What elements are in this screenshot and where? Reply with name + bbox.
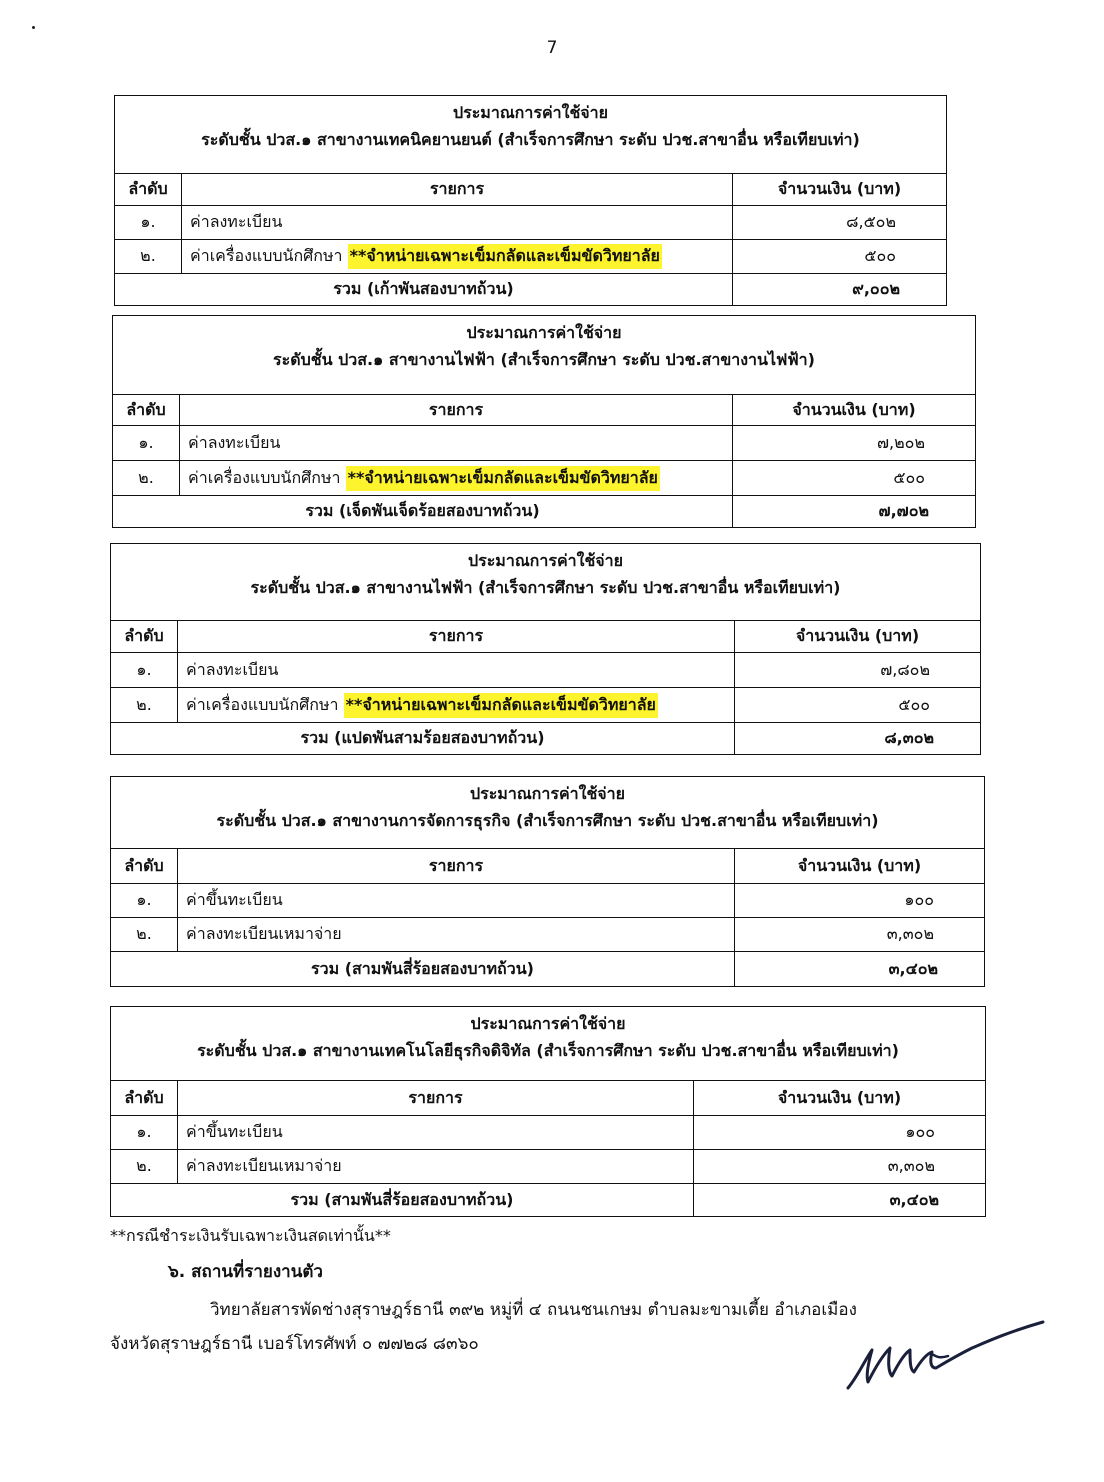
highlighted-note: **จำหน่ายเฉพาะเข็มกลัดและเข็มขัดวิทยาลัย (344, 693, 658, 718)
column-header-amount: จำนวนเงิน (บาท) (795, 626, 920, 645)
table-total-row (111, 951, 984, 986)
column-header-item: รายการ (178, 1081, 694, 1115)
budget-table-3 (110, 543, 981, 755)
column-header-no: ลำดับ (113, 395, 180, 425)
total-amount: ๓,๔๐๒ (888, 958, 938, 978)
table-row (111, 1115, 985, 1149)
row-amount: ๕๐๐ (898, 694, 930, 714)
column-header-amount: จำนวนเงิน (บาท) (777, 179, 902, 198)
table-title: ประมาณการค่าใช้จ่าย (467, 551, 624, 570)
row-amount: ๕๐๐ (864, 246, 896, 265)
column-header-no: ลำดับ (111, 621, 178, 652)
row-item (180, 461, 733, 495)
column-header-item: รายการ (180, 395, 733, 425)
table-row (111, 883, 984, 917)
total-amount: ๘,๓๐๒ (884, 728, 934, 747)
table-total-row (113, 495, 975, 527)
item-label: ค่าลงทะเบียน (186, 659, 279, 679)
row-item (178, 1116, 694, 1149)
total-label: รวม (เก้าพันสองบาทถ้วน) (115, 274, 733, 305)
row-amount: ๓,๓๐๒ (886, 924, 934, 943)
table-heading (115, 96, 946, 173)
budget-table-4 (110, 776, 985, 987)
table-subtitle: ระดับชั้น ปวส.๑ สาขางานการจัดการธุรกิจ (สำเร็จการศึกษา ระดับ ปวช.สาขาอื่น หรือเทียบเท่า) (216, 811, 879, 830)
table-row (115, 239, 946, 273)
column-header-item: รายการ (182, 174, 733, 205)
column-header-no: ลำดับ (111, 849, 178, 883)
table-subtitle: ระดับชั้น ปวส.๑ สาขางานเทคนิคยานยนต์ (สำเร็จการศึกษา ระดับ ปวช.สาขาอื่น หรือเทียบเท่า) (201, 130, 860, 149)
table-subtitle: ระดับชั้น ปวส.๑ สาขางานไฟฟ้า (สำเร็จการศึกษา ระดับ ปวช.สาขางานไฟฟ้า) (273, 350, 815, 369)
table-header-row (115, 173, 946, 205)
table-heading (113, 316, 975, 394)
column-header-amount: จำนวนเงิน (บาท) (797, 855, 922, 875)
column-header-item: รายการ (178, 849, 735, 883)
table-header-row (111, 848, 984, 883)
row-number: ๑. (111, 653, 178, 687)
table-title: ประมาณการค่าใช้จ่าย (466, 323, 622, 342)
row-amount: ๗,๒๐๒ (877, 432, 925, 452)
table-row (113, 425, 975, 460)
row-item (182, 240, 733, 273)
row-amount: ๑๐๐ (905, 1122, 935, 1141)
row-amount: ๘,๕๐๒ (846, 212, 896, 231)
row-amount: ๓,๓๐๒ (887, 1156, 935, 1175)
table-header-row (113, 394, 975, 425)
table-row (111, 1149, 985, 1183)
table-header-row (111, 620, 980, 652)
row-number: ๒. (111, 918, 178, 951)
table-row (111, 917, 984, 951)
item-label: ค่าเครื่องแบบนักศึกษา (186, 694, 339, 714)
row-number: ๒. (111, 688, 178, 722)
table-row (111, 687, 980, 722)
budget-table-5 (110, 1006, 986, 1217)
total-label: รวม (เจ็ดพันเจ็ดร้อยสองบาทถ้วน) (113, 496, 733, 527)
column-header-no: ลำดับ (115, 174, 182, 205)
table-heading (111, 777, 984, 848)
table-subtitle: ระดับชั้น ปวส.๑ สาขางานเทคโนโลยีธุรกิจดิจิทัล (สำเร็จการศึกษา ระดับ ปวช.สาขาอื่น หรือเทียบเท่า) (197, 1041, 899, 1060)
scan-speck (32, 26, 35, 29)
signature (838, 1318, 1053, 1398)
address-line-1: วิทยาลัยสารพัดช่างสุราษฎร์ธานี ๓๙๒ หมู่ที่ ๔ ถนนชนเกษม ตำบลมะขามเตี้ย อำเภอเมือง (210, 1300, 857, 1320)
row-number: ๒. (111, 1150, 178, 1183)
column-header-amount: จำนวนเงิน (บาท) (777, 1087, 902, 1107)
table-total-row (115, 273, 946, 305)
table-header-row (111, 1080, 985, 1115)
item-label: ค่าขึ้นทะเบียน (186, 890, 283, 909)
row-number: ๑. (115, 206, 182, 239)
total-amount: ๓,๔๐๒ (889, 1189, 939, 1209)
table-title: ประมาณการค่าใช้จ่าย (452, 103, 609, 122)
total-label: รวม (สามพันสี่ร้อยสองบาทถ้วน) (111, 952, 735, 986)
table-row (113, 460, 975, 495)
item-label: ค่าลงทะเบียนเหมาจ่าย (186, 1156, 342, 1175)
column-header-amount: จำนวนเงิน (บาท) (792, 399, 916, 419)
row-item (178, 918, 735, 951)
row-amount: ๗,๘๐๒ (880, 659, 930, 679)
row-number: ๒. (115, 240, 182, 273)
row-amount: ๕๐๐ (893, 467, 925, 487)
table-row (111, 652, 980, 687)
row-amount: ๑๐๐ (904, 890, 934, 909)
row-number: ๑. (111, 1116, 178, 1149)
row-item (180, 426, 733, 460)
total-label: รวม (สามพันสี่ร้อยสองบาทถ้วน) (111, 1184, 694, 1216)
table-heading (111, 1007, 985, 1080)
cash-payment-note: **กรณีชำระเงินรับเฉพาะเงินสดเท่านั้น** (110, 1226, 391, 1245)
total-amount: ๙,๐๐๒ (852, 279, 900, 298)
row-number: ๑. (111, 884, 178, 917)
highlighted-note: **จำหน่ายเฉพาะเข็มกลัดและเข็มขัดวิทยาลัย (348, 244, 662, 269)
row-item (178, 884, 735, 917)
item-label: ค่าลงทะเบียนเหมาจ่าย (186, 924, 342, 943)
row-item (178, 1150, 694, 1183)
item-label: ค่าลงทะเบียน (190, 212, 283, 231)
page-number: 7 (546, 38, 558, 58)
row-item (178, 688, 735, 722)
address-line-2: จังหวัดสุราษฎร์ธานี เบอร์โทรศัพท์ ๐ ๗๗๒๘ ๘๓๖๐ (110, 1334, 479, 1354)
row-item (178, 653, 735, 687)
highlighted-note: **จำหน่ายเฉพาะเข็มกลัดและเข็มขัดวิทยาลัย (346, 466, 660, 491)
section-heading: ๖. สถานที่รายงานตัว (168, 1262, 323, 1282)
row-number: ๒. (113, 461, 180, 495)
total-label: รวม (แปดพันสามร้อยสองบาทถ้วน) (111, 723, 735, 754)
table-heading (111, 544, 980, 620)
item-label: ค่าเครื่องแบบนักศึกษา (188, 467, 341, 487)
row-item (182, 206, 733, 239)
column-header-item: รายการ (178, 621, 735, 652)
total-amount: ๗,๗๐๒ (878, 501, 929, 520)
item-label: ค่าขึ้นทะเบียน (186, 1122, 283, 1141)
table-title: ประมาณการค่าใช้จ่าย (470, 1014, 626, 1033)
table-title: ประมาณการค่าใช้จ่าย (469, 784, 626, 803)
table-row (115, 205, 946, 239)
table-total-row (111, 722, 980, 754)
row-number: ๑. (113, 426, 180, 460)
table-subtitle: ระดับชั้น ปวส.๑ สาขางานไฟฟ้า (สำเร็จการศึกษา ระดับ ปวช.สาขาอื่น หรือเทียบเท่า) (250, 578, 841, 597)
column-header-no: ลำดับ (111, 1081, 178, 1115)
budget-table-2 (112, 315, 976, 528)
budget-table-1 (114, 95, 947, 306)
item-label: ค่าเครื่องแบบนักศึกษา (190, 246, 343, 265)
item-label: ค่าลงทะเบียน (188, 432, 281, 452)
table-total-row (111, 1183, 985, 1216)
